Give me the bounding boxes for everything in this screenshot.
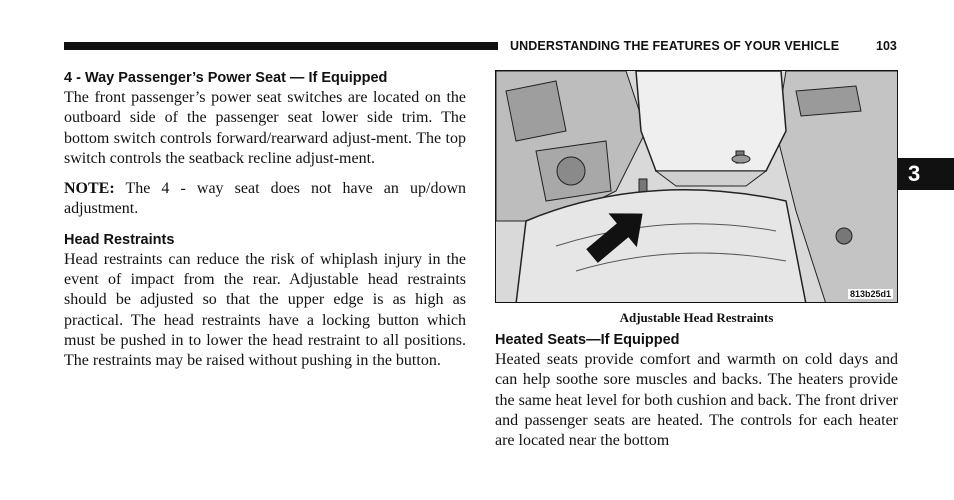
header-rule <box>64 42 498 50</box>
figure-caption: Adjustable Head Restraints <box>619 310 774 325</box>
note-paragraph <box>64 179 466 220</box>
heated-seats-paragraph: Heated seats provide comfort and warmth on cold days and can help soothe sore muscles and backs. The heaters provide the same heat level for both cushion and back. The front driver and passenger seats are heated. The controls for each heater are located near the bottom <box>495 351 898 450</box>
illustration-drawing <box>496 71 898 303</box>
head-restraints-paragraph: Head restraints can reduce the risk of whiplash injury in the event of impact from the rear. Adjustable head restraints should be adjusted so that the upper edge is as high as practical. The head restraints have a locking button which must be pushed in to lower the head restraint to all positions. The restraints may be raised without pushing in the button. <box>64 250 466 370</box>
right-column <box>495 330 898 451</box>
section-heading-power-seat: 4 - Way Passenger’s Power Seat — If Equipped <box>64 70 388 86</box>
note-text: The 4 - way seat does not have an up/down adjustment. <box>64 180 466 218</box>
figure-code: 813b25d1 <box>849 289 891 299</box>
head-restraint-illustration <box>495 70 898 303</box>
left-column <box>64 68 466 372</box>
page-number: 103 <box>876 39 897 53</box>
chapter-tab: 3 <box>898 158 954 190</box>
running-header: UNDERSTANDING THE FEATURES OF YOUR VEHICLE <box>510 39 840 53</box>
section-heading-heated-seats: Heated Seats—If Equipped <box>495 332 680 348</box>
power-seat-paragraph: The front passenger’s power seat switches are located on the outboard side of the passenger seat lower side trim. The bottom switch controls forward/rearward adjust-ment. The top switch controls the seatback recline adjust-ment. <box>64 89 466 167</box>
section-heading-head-restraints: Head Restraints <box>64 231 175 248</box>
note-label: NOTE: <box>64 180 115 198</box>
